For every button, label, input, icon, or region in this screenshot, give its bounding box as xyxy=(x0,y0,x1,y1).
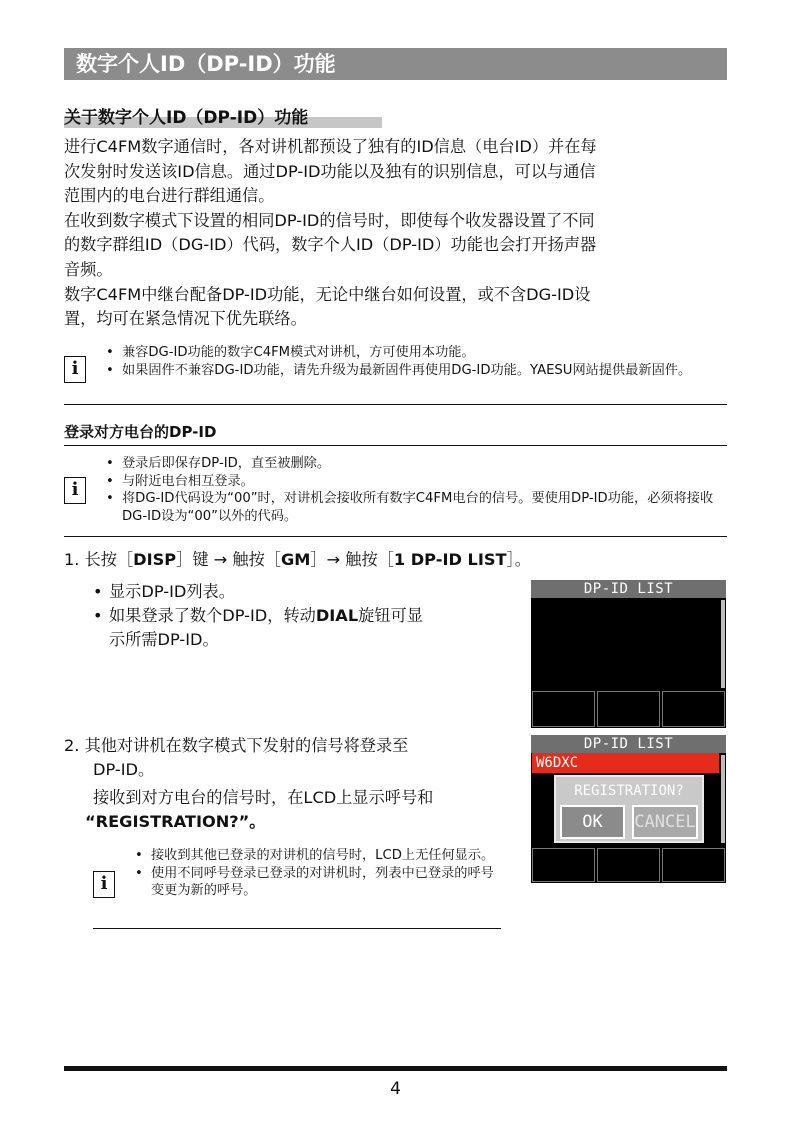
registration-dialog xyxy=(554,775,704,843)
footer-rule xyxy=(64,1066,727,1071)
lcd-scrollbar xyxy=(721,600,725,688)
page-title: 数字个人ID（DP-ID）功能 xyxy=(64,48,727,80)
step-2: 2. 其他对讲机在数字模式下发射的信号将登录至 DP-ID。 接收到对方电台的信号时，在LCD上显示呼号和 “REGISTRATION?”。 xyxy=(64,736,434,831)
lcd-screen-dp-id-list xyxy=(531,580,726,728)
note-item: • 将DG-ID代码设为“00”时，对讲机会接收所有数字C4FM电台的信号。要使用DP-ID功能，必须将接收DG-ID设为“00”以外的代码。 xyxy=(106,490,727,525)
note-item: • 接收到其他已登录的对讲机的信号时，LCD上无任何显示。 xyxy=(135,847,501,865)
bullet-item: • 显示DP-ID列表。 xyxy=(93,580,513,604)
lcd-title: DP-ID LIST xyxy=(531,735,726,753)
info-icon: i xyxy=(93,871,115,898)
intro-text xyxy=(64,135,727,332)
dialog-message: REGISTRATION? xyxy=(574,783,684,799)
lcd-screen-registration xyxy=(531,735,726,883)
section-heading-register: 登录对方电台的DP-ID xyxy=(64,421,727,446)
lcd-soft-key[interactable] xyxy=(532,848,595,882)
note-box-compatibility xyxy=(64,341,727,405)
note-box-register xyxy=(64,451,727,537)
intro-line: 数字C4FM中继台配备DP-ID功能，无论中继台如何设置，或不含DG-ID设 xyxy=(64,284,591,304)
note-item: • 与附近电台相互登录。 xyxy=(106,473,727,491)
lcd-soft-key[interactable] xyxy=(532,691,595,727)
intro-line: 进行C4FM数字通信时，各对讲机都预设了独有的ID信息（电台ID）并在每 xyxy=(64,137,597,156)
lcd-soft-key[interactable] xyxy=(597,691,660,727)
note-item: • 兼容DG-ID功能的数字C4FM模式对讲机，方可使用本功能。 xyxy=(106,344,727,362)
page-number: 4 xyxy=(390,1079,401,1099)
step-number: 1. xyxy=(64,550,80,569)
note-item: • 使用不同呼号登录已登录的对讲机时，列表中已登录的呼号变更为新的呼号。 xyxy=(135,865,501,900)
intro-line: 范围内的电台进行群组通信。 xyxy=(64,186,275,206)
lcd-soft-key[interactable] xyxy=(662,848,725,882)
intro-line: 次发射时发送该ID信息。通过DP-ID功能以及独有的识别信息，可以与通信 xyxy=(64,161,596,181)
bullet-item: • 如果登录了数个DP-ID，转动DIAL旋钮可显 示所需DP-ID。 xyxy=(93,604,513,652)
step-1: 1. 长按［DISP］键 → 触按［GM］→ 触按［1 DP-ID LIST］。 xyxy=(64,550,531,569)
note-box-registration xyxy=(93,843,501,929)
note-item: • 登录后即保存DP-ID，直至被删除。 xyxy=(106,455,727,473)
step-1-bullets xyxy=(93,580,513,652)
lcd-soft-key[interactable] xyxy=(662,691,725,727)
note-list xyxy=(106,344,727,379)
step-number: 2. xyxy=(64,736,80,755)
ok-button[interactable]: OK xyxy=(560,805,625,839)
note-list xyxy=(106,455,727,525)
key-dp-id-list: 1 DP-ID LIST xyxy=(393,550,507,569)
cancel-button[interactable]: CANCEL xyxy=(632,805,698,839)
info-icon: i xyxy=(64,477,86,504)
info-icon: i xyxy=(64,356,86,383)
intro-line: 音频。 xyxy=(64,259,113,279)
section-heading-about: 关于数字个人ID（DP-ID）功能 xyxy=(64,108,309,128)
note-item: • 如果固件不兼容DG-ID功能，请先升级为最新固件再使用DG-ID功能。YAESU网站提供最新固件。 xyxy=(106,362,727,380)
intro-line: 的数字群组ID（DG-ID）代码，数字个人ID（DP-ID）功能也会打开扬声器 xyxy=(64,235,597,255)
lcd-soft-key[interactable] xyxy=(597,848,660,882)
key-disp: DISP xyxy=(133,550,177,569)
intro-line: 置，均可在紧急情况下优先联络。 xyxy=(64,309,307,329)
callsign-bar[interactable]: W6DXC xyxy=(532,753,719,773)
intro-line: 在收到数字模式下设置的相同DP-ID的信号时，即使每个收发器设置了不同 xyxy=(64,210,595,230)
lcd-scrollbar xyxy=(721,755,725,843)
key-gm: GM xyxy=(280,550,311,569)
lcd-title: DP-ID LIST xyxy=(531,580,726,598)
note-list xyxy=(135,847,501,900)
